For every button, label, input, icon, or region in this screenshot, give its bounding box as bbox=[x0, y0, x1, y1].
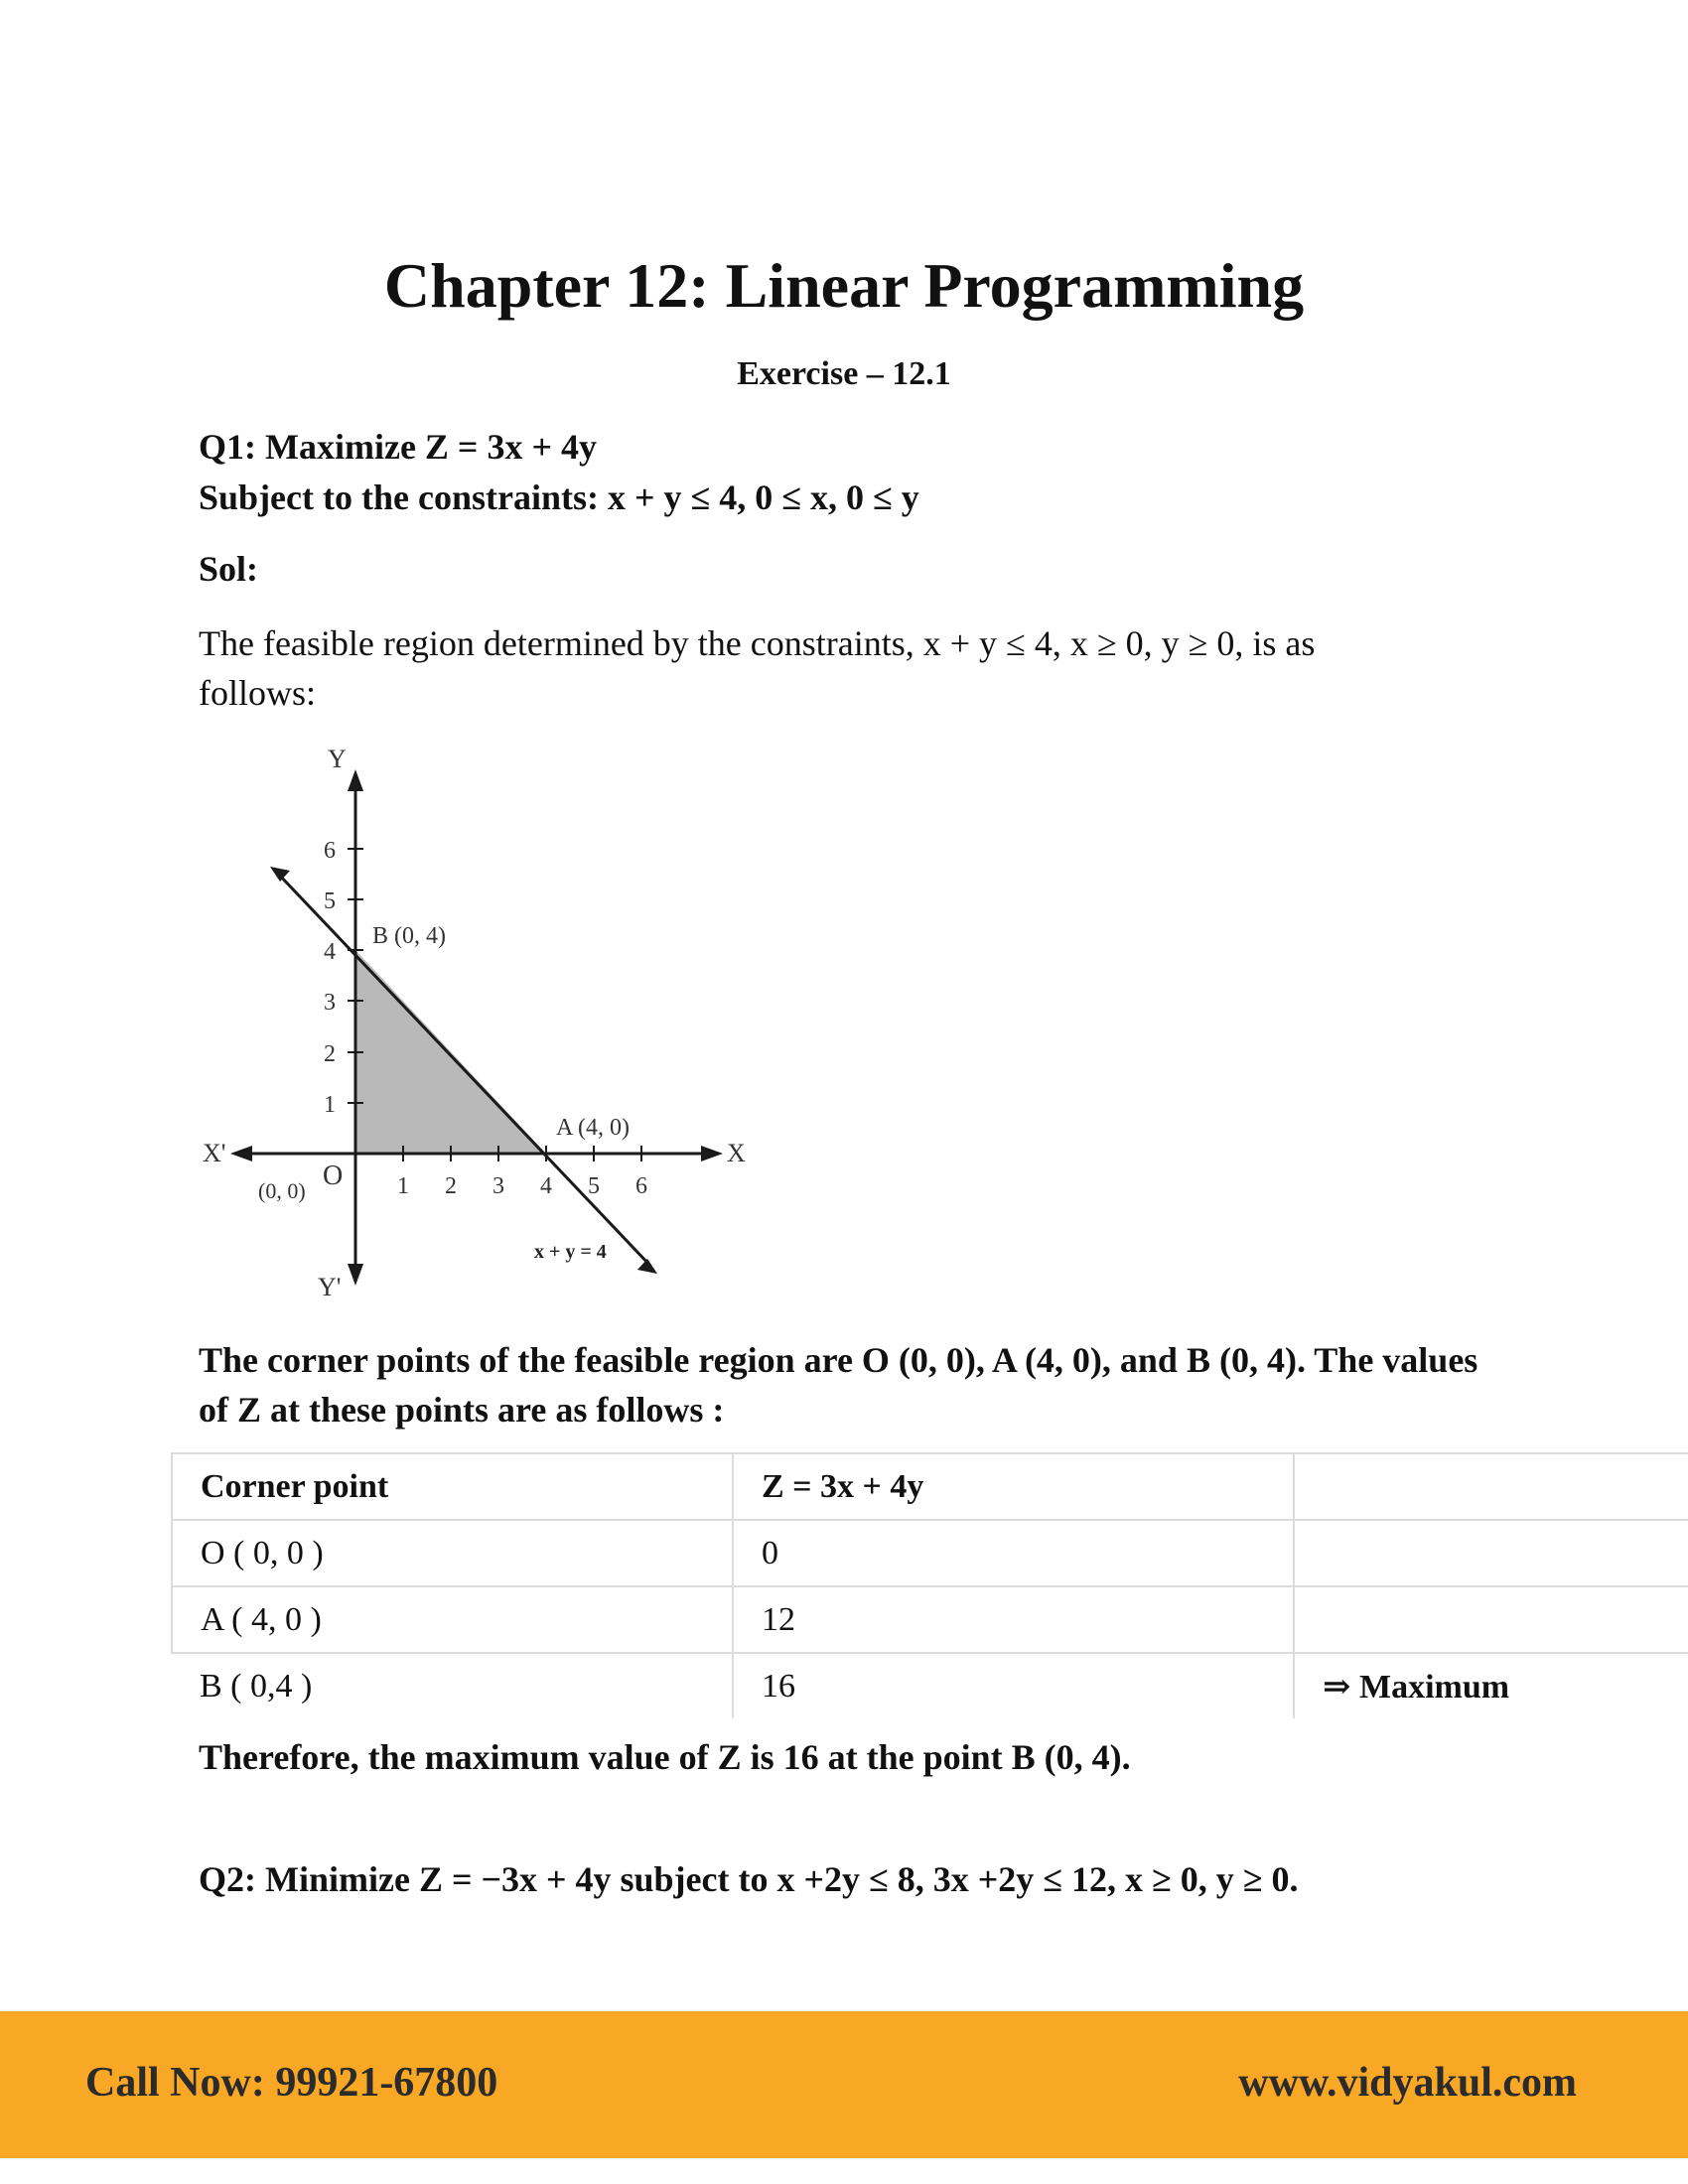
origin-coordinate-label: (0, 0) bbox=[258, 1178, 306, 1203]
x-axis-label: X bbox=[727, 1139, 746, 1167]
x-axis-arrow-right-icon bbox=[701, 1146, 723, 1161]
table-header-cell: Z = 3x + 4y bbox=[733, 1453, 1294, 1520]
y-tick-label: 6 bbox=[324, 838, 336, 864]
q2-question: Q2: Minimize Z = −3x + 4y subject to x +2y ≤ 8, 3x +2y ≤ 12, x ≥ 0, y ≥ 0. bbox=[199, 1859, 1299, 1899]
table-cell: 0 bbox=[733, 1520, 1294, 1586]
constraint-line bbox=[278, 874, 650, 1266]
x-tick-label: 2 bbox=[445, 1173, 457, 1199]
feasible-region-graph bbox=[199, 740, 774, 1315]
corner-points-table bbox=[171, 1452, 1688, 1718]
table-cell: A ( 4, 0 ) bbox=[172, 1586, 733, 1653]
x-neg-axis-label: X' bbox=[203, 1139, 226, 1167]
table-cell: 12 bbox=[733, 1586, 1294, 1653]
table-cell bbox=[1294, 1586, 1688, 1653]
point-b-label: B (0, 4) bbox=[372, 923, 446, 949]
call-now-link[interactable]: Call Now: 99921-67800 bbox=[85, 2060, 498, 2106]
conclusion-text: Therefore, the maximum value of Z is 16 at the point B (0, 4). bbox=[199, 1737, 1131, 1777]
q1-question: Q1: Maximize Z = 3x + 4y bbox=[199, 427, 597, 467]
table-cell: B ( 0,4 ) bbox=[172, 1653, 733, 1718]
table-header-cell bbox=[1294, 1453, 1688, 1520]
y-tick-label: 2 bbox=[324, 1041, 336, 1067]
x-tick-label: 1 bbox=[397, 1173, 409, 1199]
table-row bbox=[172, 1653, 1688, 1718]
x-tick-label: 6 bbox=[635, 1173, 647, 1199]
y-neg-axis-label: Y' bbox=[318, 1273, 342, 1301]
feasible-region-shading bbox=[355, 950, 546, 1154]
feasible-region-text: The feasible region determined by the constraints, x + y ≤ 4, x ≥ 0, y ≥ 0, is as follows: bbox=[199, 623, 1316, 713]
y-tick-label: 4 bbox=[324, 939, 336, 965]
y-tick-label: 5 bbox=[324, 888, 336, 914]
solution-label: Sol: bbox=[199, 549, 259, 589]
website-link[interactable]: www.vidyakul.com bbox=[1238, 2060, 1577, 2106]
x-tick-label: 4 bbox=[540, 1173, 552, 1199]
y-tick-label: 3 bbox=[324, 990, 336, 1016]
table-header-cell: Corner point bbox=[172, 1453, 733, 1520]
q1-constraints: Subject to the constraints: x + y ≤ 4, 0 ≤ x, 0 ≤ y bbox=[199, 478, 919, 517]
table-row bbox=[172, 1586, 1688, 1653]
chapter-title: Chapter 12: Linear Programming bbox=[383, 250, 1305, 321]
constraint-line-arrow-up-icon bbox=[270, 867, 290, 882]
constraint-line-label: x + y = 4 bbox=[534, 1241, 607, 1263]
y-tick-label: 1 bbox=[324, 1092, 336, 1118]
point-a-label: A (4, 0) bbox=[556, 1115, 630, 1141]
table-row bbox=[172, 1520, 1688, 1586]
table-header-row bbox=[172, 1453, 1688, 1520]
table-cell: O ( 0, 0 ) bbox=[172, 1520, 733, 1586]
y-axis-label: Y bbox=[328, 745, 347, 773]
y-axis-arrow-down-icon bbox=[348, 1264, 363, 1286]
x-tick-label: 3 bbox=[492, 1173, 504, 1199]
corner-points-text: The corner points of the feasible region are O (0, 0), A (4, 0), and B (0, 4). The values of Z at these points are as follows : bbox=[199, 1340, 1478, 1430]
x-tick-label: 5 bbox=[588, 1173, 600, 1199]
exercise-label: Exercise – 12.1 bbox=[737, 355, 951, 392]
table-cell bbox=[1294, 1520, 1688, 1586]
constraint-line-arrow-down-icon bbox=[637, 1259, 657, 1274]
origin-label: O bbox=[323, 1160, 344, 1191]
maximum-indicator: ⇒ Maximum bbox=[1294, 1653, 1688, 1718]
x-axis-arrow-left-icon bbox=[230, 1146, 252, 1161]
table-cell: 16 bbox=[733, 1653, 1294, 1718]
y-axis-arrow-up-icon bbox=[348, 769, 363, 791]
